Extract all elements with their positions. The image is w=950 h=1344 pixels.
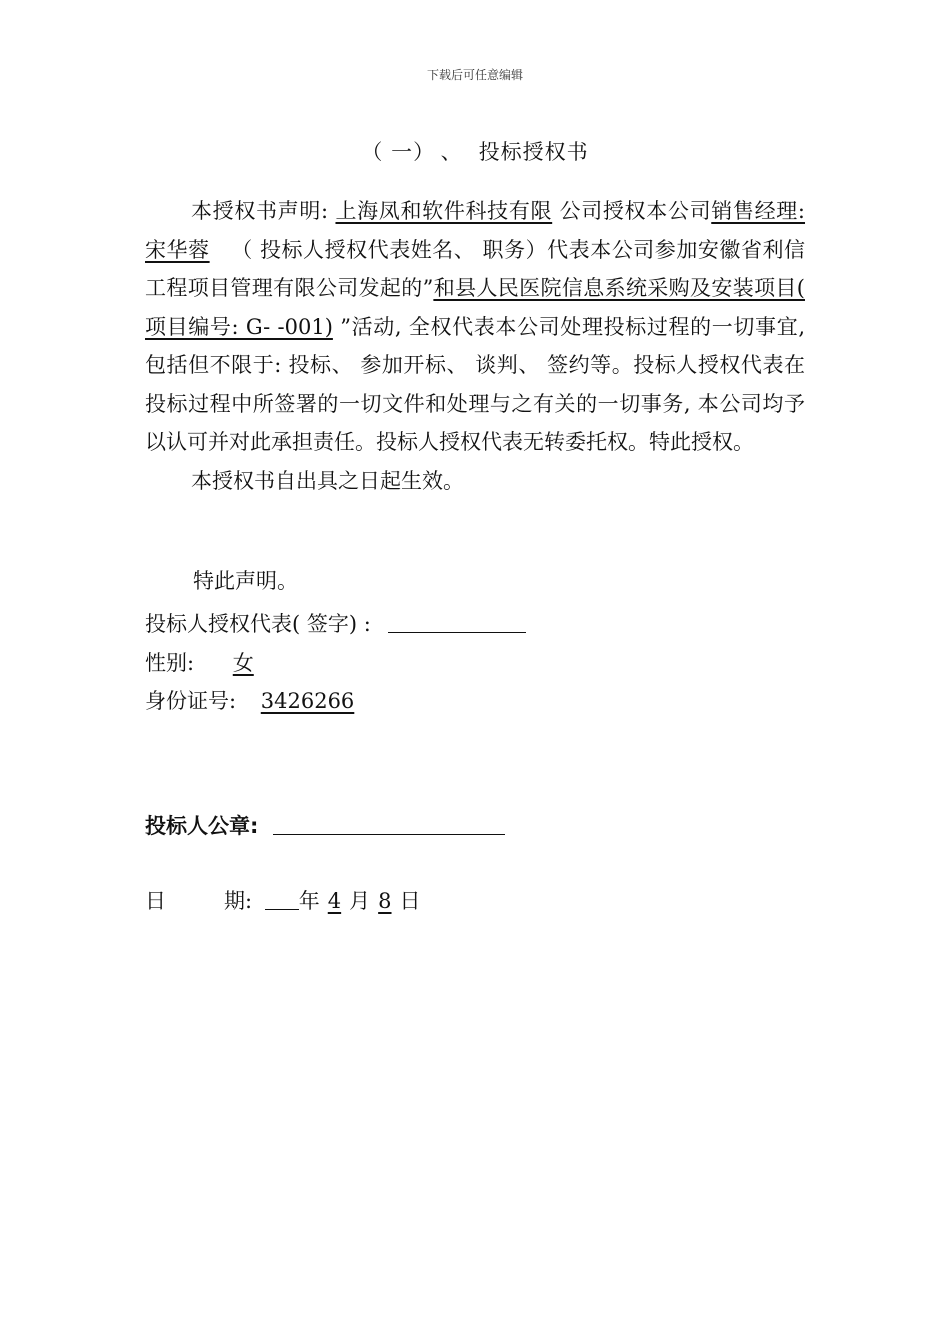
statement-line: 特此声明。 — [193, 569, 298, 593]
gender-row — [145, 647, 268, 677]
signature-blank — [388, 610, 526, 633]
signature-label: 投标人授权代表( 签字) : — [145, 612, 371, 636]
date-label-day: 日 — [145, 889, 166, 913]
seal-blank — [273, 812, 505, 835]
date-label-period: 期: — [224, 889, 253, 913]
gender-value: 女 — [232, 651, 254, 675]
day-unit: 日 — [399, 889, 421, 913]
month-unit: 月 — [349, 889, 371, 913]
id-number-row — [145, 685, 360, 715]
representative-field: 销售经理:宋华蓉 — [145, 199, 806, 262]
declaration-mid: 公司授权本公司 — [559, 199, 712, 223]
page-header-note: 下载后可任意编辑 — [426, 68, 523, 82]
project-name-field: 和县人民医院信息系统采购及安装项目( 项目编号: G- -001) — [145, 276, 805, 339]
declaration-suffix: ”活动, 全权代表本公司处理投标过程的一切事宜, 包括但不限于: 投标、 参加开标、 谈判、 签约等。投标人授权代表在投标过程中所签署的一切文件和处理与之有关的一切事务, 本公司均予以认可并对此承担责任。投标人授权代表无转委托权。特此授权。 — [145, 314, 806, 454]
month-value: 4 — [327, 889, 342, 913]
document-title — [0, 136, 950, 166]
declaration-after-representative: （ 投标人授权代表姓名、 职务）代表本公司参加安徽省利信工程项目管理有限公司发起的” — [145, 237, 806, 300]
title-number: （ 一） — [361, 140, 425, 164]
gender-label: 性别: — [145, 651, 195, 675]
day-value: 8 — [378, 889, 392, 913]
seal-row — [145, 810, 505, 840]
authorization-body — [145, 192, 805, 500]
company-name-field: 上海凤和软件科技有限 — [335, 199, 553, 223]
signature-row — [145, 608, 526, 638]
declaration-prefix: 本授权书声明: — [191, 199, 329, 223]
id-number-value: 3426266 — [260, 689, 355, 713]
date-row — [145, 885, 421, 915]
id-number-label: 身份证号: — [145, 689, 237, 713]
authorization-paragraph — [145, 192, 805, 462]
title-separator: 、 — [440, 140, 463, 164]
seal-label: 投标人公章: — [145, 814, 259, 838]
year-unit: 年 — [298, 889, 320, 913]
title-text: 投标授权书 — [478, 140, 589, 164]
year-blank — [265, 887, 299, 910]
effective-paragraph: 本授权书自出具之日起生效。 — [191, 468, 464, 493]
